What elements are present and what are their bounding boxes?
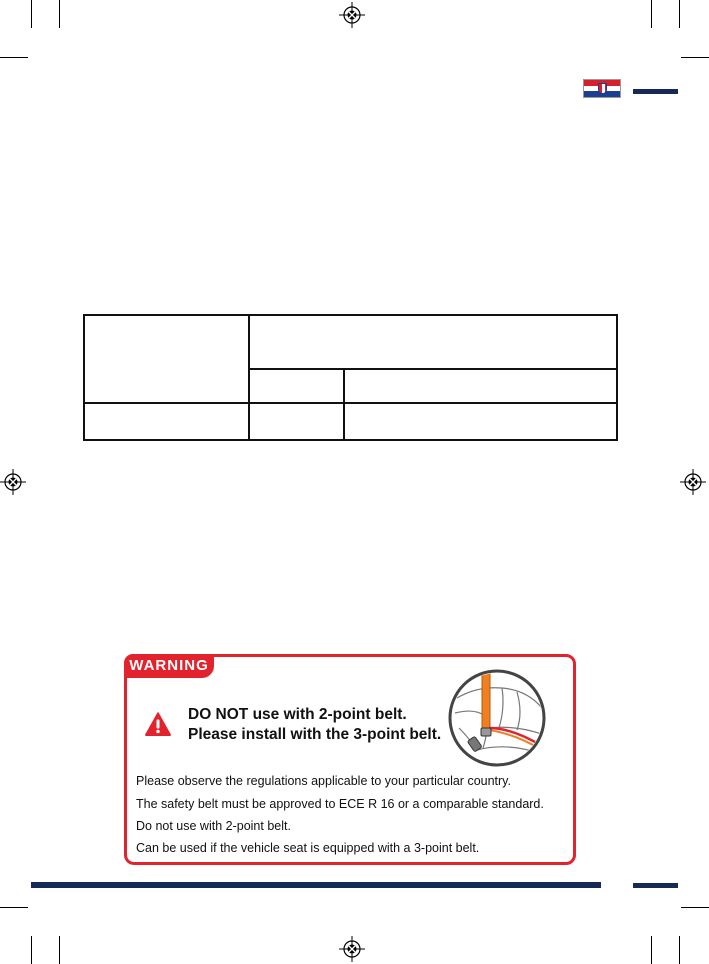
- crop-mark: [31, 936, 32, 964]
- crop-mark: [651, 936, 652, 964]
- warning-tag: WARNING: [124, 654, 214, 678]
- table-divider: [248, 316, 250, 439]
- warning-triangle-icon: [145, 712, 171, 736]
- table-divider: [248, 368, 616, 370]
- table-divider: [343, 368, 345, 439]
- footer-bar: [31, 882, 601, 888]
- crop-mark: [679, 936, 680, 964]
- empty-table: [83, 314, 618, 441]
- warning-body-line: Please observe the regulations applicable to your particular country.: [136, 774, 511, 788]
- crop-mark: [0, 57, 28, 58]
- registration-mark-icon: [339, 2, 365, 28]
- crop-mark: [0, 907, 28, 908]
- table-divider: [85, 402, 616, 404]
- warning-body-line: The safety belt must be approved to ECE R 16 or a comparable standard.: [136, 797, 544, 811]
- crop-mark: [59, 0, 60, 28]
- registration-mark-icon: [0, 469, 26, 495]
- crop-mark: [31, 0, 32, 28]
- crop-mark: [679, 0, 680, 28]
- warning-main-line-2: Please install with the 3-point belt.: [188, 726, 442, 743]
- warning-main-line-1: DO NOT use with 2-point belt.: [188, 706, 407, 723]
- crop-mark: [681, 57, 709, 58]
- crop-mark: [651, 0, 652, 28]
- header-accent-bar: [633, 89, 678, 94]
- footer-accent-bar: [633, 883, 678, 888]
- warning-body-line: Can be used if the vehicle seat is equipped with a 3-point belt.: [136, 841, 480, 855]
- warning-body-line: Do not use with 2-point belt.: [136, 819, 291, 833]
- seat-belt-icon: [447, 668, 547, 768]
- registration-mark-icon: [680, 469, 706, 495]
- crop-mark: [681, 907, 709, 908]
- croatia-flag-icon: [583, 79, 621, 98]
- registration-mark-icon: [339, 936, 365, 962]
- crop-mark: [59, 936, 60, 964]
